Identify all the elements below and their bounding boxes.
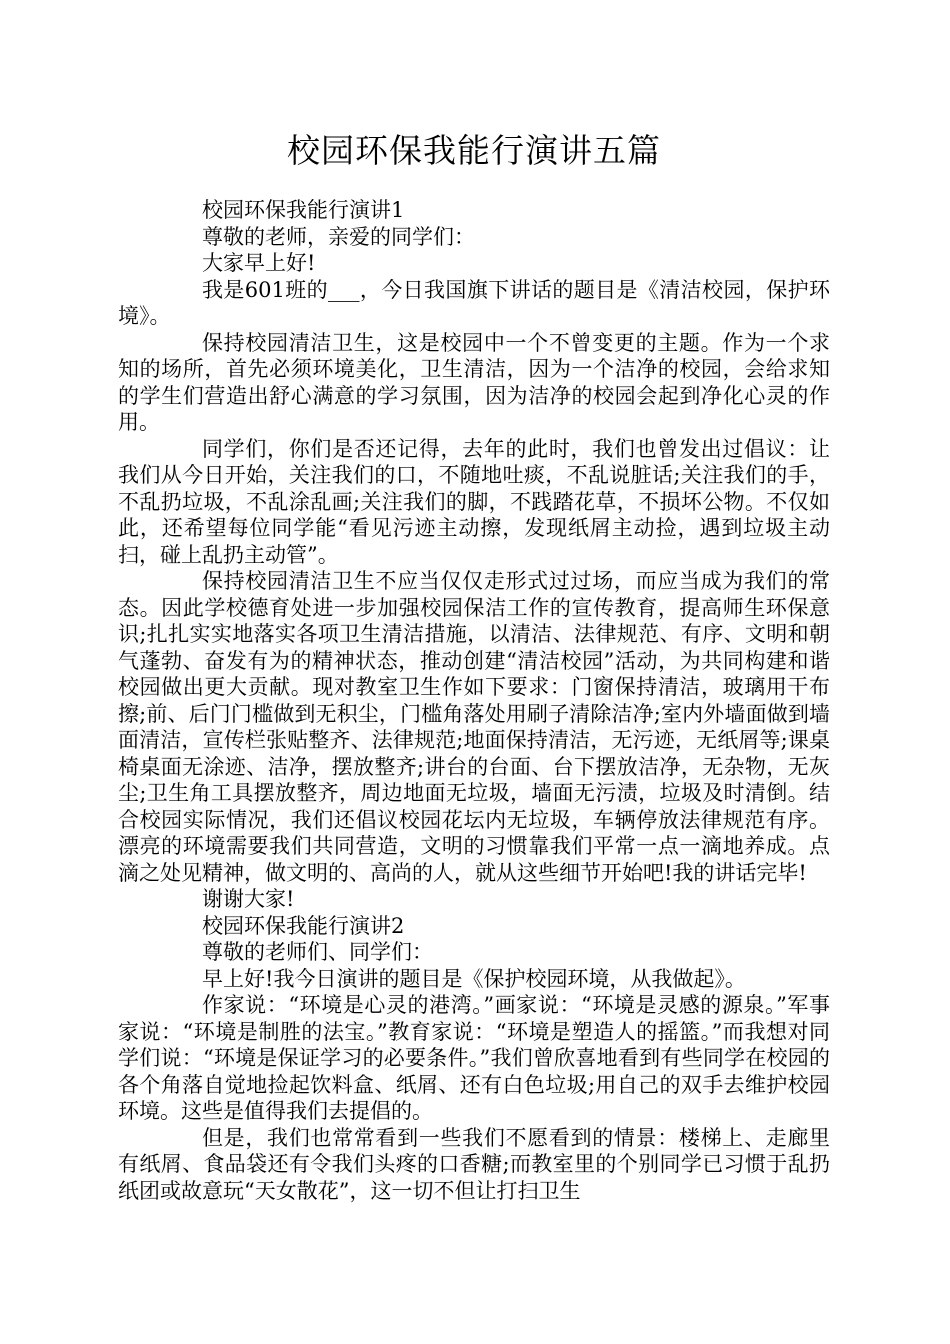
salutation: 尊敬的老师们、同学们： [202, 940, 433, 964]
paragraph: 我是601班的___，今日我国旗下讲话的题目是《清洁校园，保护环境》。 [118, 277, 830, 328]
paragraph: 保持校园清洁卫生不应当仅仅走形式过过场，而应当成为我们的常态。因此学校德育处进一步加强校园保洁工作的宣传教育，提高师生环保意识;扎扎实实地落实各项卫生清洁措施，以清洁、法律规范、有序、文明和朝气蓬勃、奋发有为的精神状态，推动创建“清洁校园”活动，为共同构建和谐校园做出更大贡献。现对教室卫生作如下要求：门窗保持清洁，玻璃用干布擦;前、后门门槛做到无积尘，门槛角落处用刷子清除洁净;室内外墙面做到墙面清洁，宣传栏张贴整齐、法律规范;地面保持清洁，无污迹，无纸屑等;课桌椅桌面无涂迹、洁净，摆放整齐;讲台的台面、台下摆放洁净，无杂物，无灰尘;卫生角工具摆放整齐，周边地面无垃圾，墙面无污渍，垃圾及时清倒。结合校园实际情况，我们还倡议校园花坛内无垃圾，车辆停放法律规范有序。漂亮的环境需要我们共同营造，文明的习惯靠我们平常一点一滴地养成。点滴之处见精神，做文明的、高尚的人，就从这些细节开始吧!我的讲话完毕! [118, 569, 830, 885]
greeting: 大家早上好! [202, 251, 316, 275]
paragraph: 但是，我们也常常看到一些我们不愿看到的情景：楼梯上、走廊里有纸屑、食品袋还有令我们头疼的口香糖;而教室里的个别同学已习惯于乱扔纸团或故意玩“天女散花”，这一切不但让打扫卫生 [118, 1125, 830, 1203]
section-heading-1: 校园环保我能行演讲1 [202, 198, 405, 222]
paragraph: 作家说：“环境是心灵的港湾。”画家说：“环境是灵感的源泉。”军事家说：“环境是制胜的法宝。”教育家说：“环境是塑造人的摇篮。”而我想对同学们说：“环境是保证学习的必要条件。”我们曾欣喜地看到有些同学在校园的各个角落自觉地捡起饮料盒、纸屑、还有白色垃圾;用自己的双手去维护校园环境。这些是值得我们去提倡的。 [118, 993, 830, 1123]
section-heading-2: 校园环保我能行演讲2 [202, 913, 405, 938]
salutation: 尊敬的老师，亲爱的同学们： [202, 224, 475, 249]
paragraph: 保持校园清洁卫生，这是校园中一个不曾变更的主题。作为一个求知的场所，首先必须环境美化，卫生清洁，因为一个洁净的校园，会给求知的学生们营造出舒心满意的学习氛围，因为洁净的校园会起到净化心灵的作用。 [118, 330, 830, 434]
document-page [118, 0, 830, 1344]
document-body [118, 197, 830, 1204]
paragraph: 同学们，你们是否还记得，去年的此时，我们也曾发出过倡议：让我们从今日开始，关注我们的口，不随地吐痰，不乱说脏话;关注我们的手，不乱扔垃圾，不乱涂乱画;关注我们的脚，不践踏花草，不损坏公物。不仅如此，还希望每位同学能“看见污迹主动擦，发现纸屑主动捡，遇到垃圾主动扫，碰上乱扔主动管”。 [118, 436, 830, 567]
document-title: 校园环保我能行演讲五篇 [287, 131, 661, 170]
closing: 谢谢大家! [202, 887, 295, 911]
paragraph: 早上好!我今日演讲的题目是《保护校园环境，从我做起》。 [202, 966, 746, 991]
